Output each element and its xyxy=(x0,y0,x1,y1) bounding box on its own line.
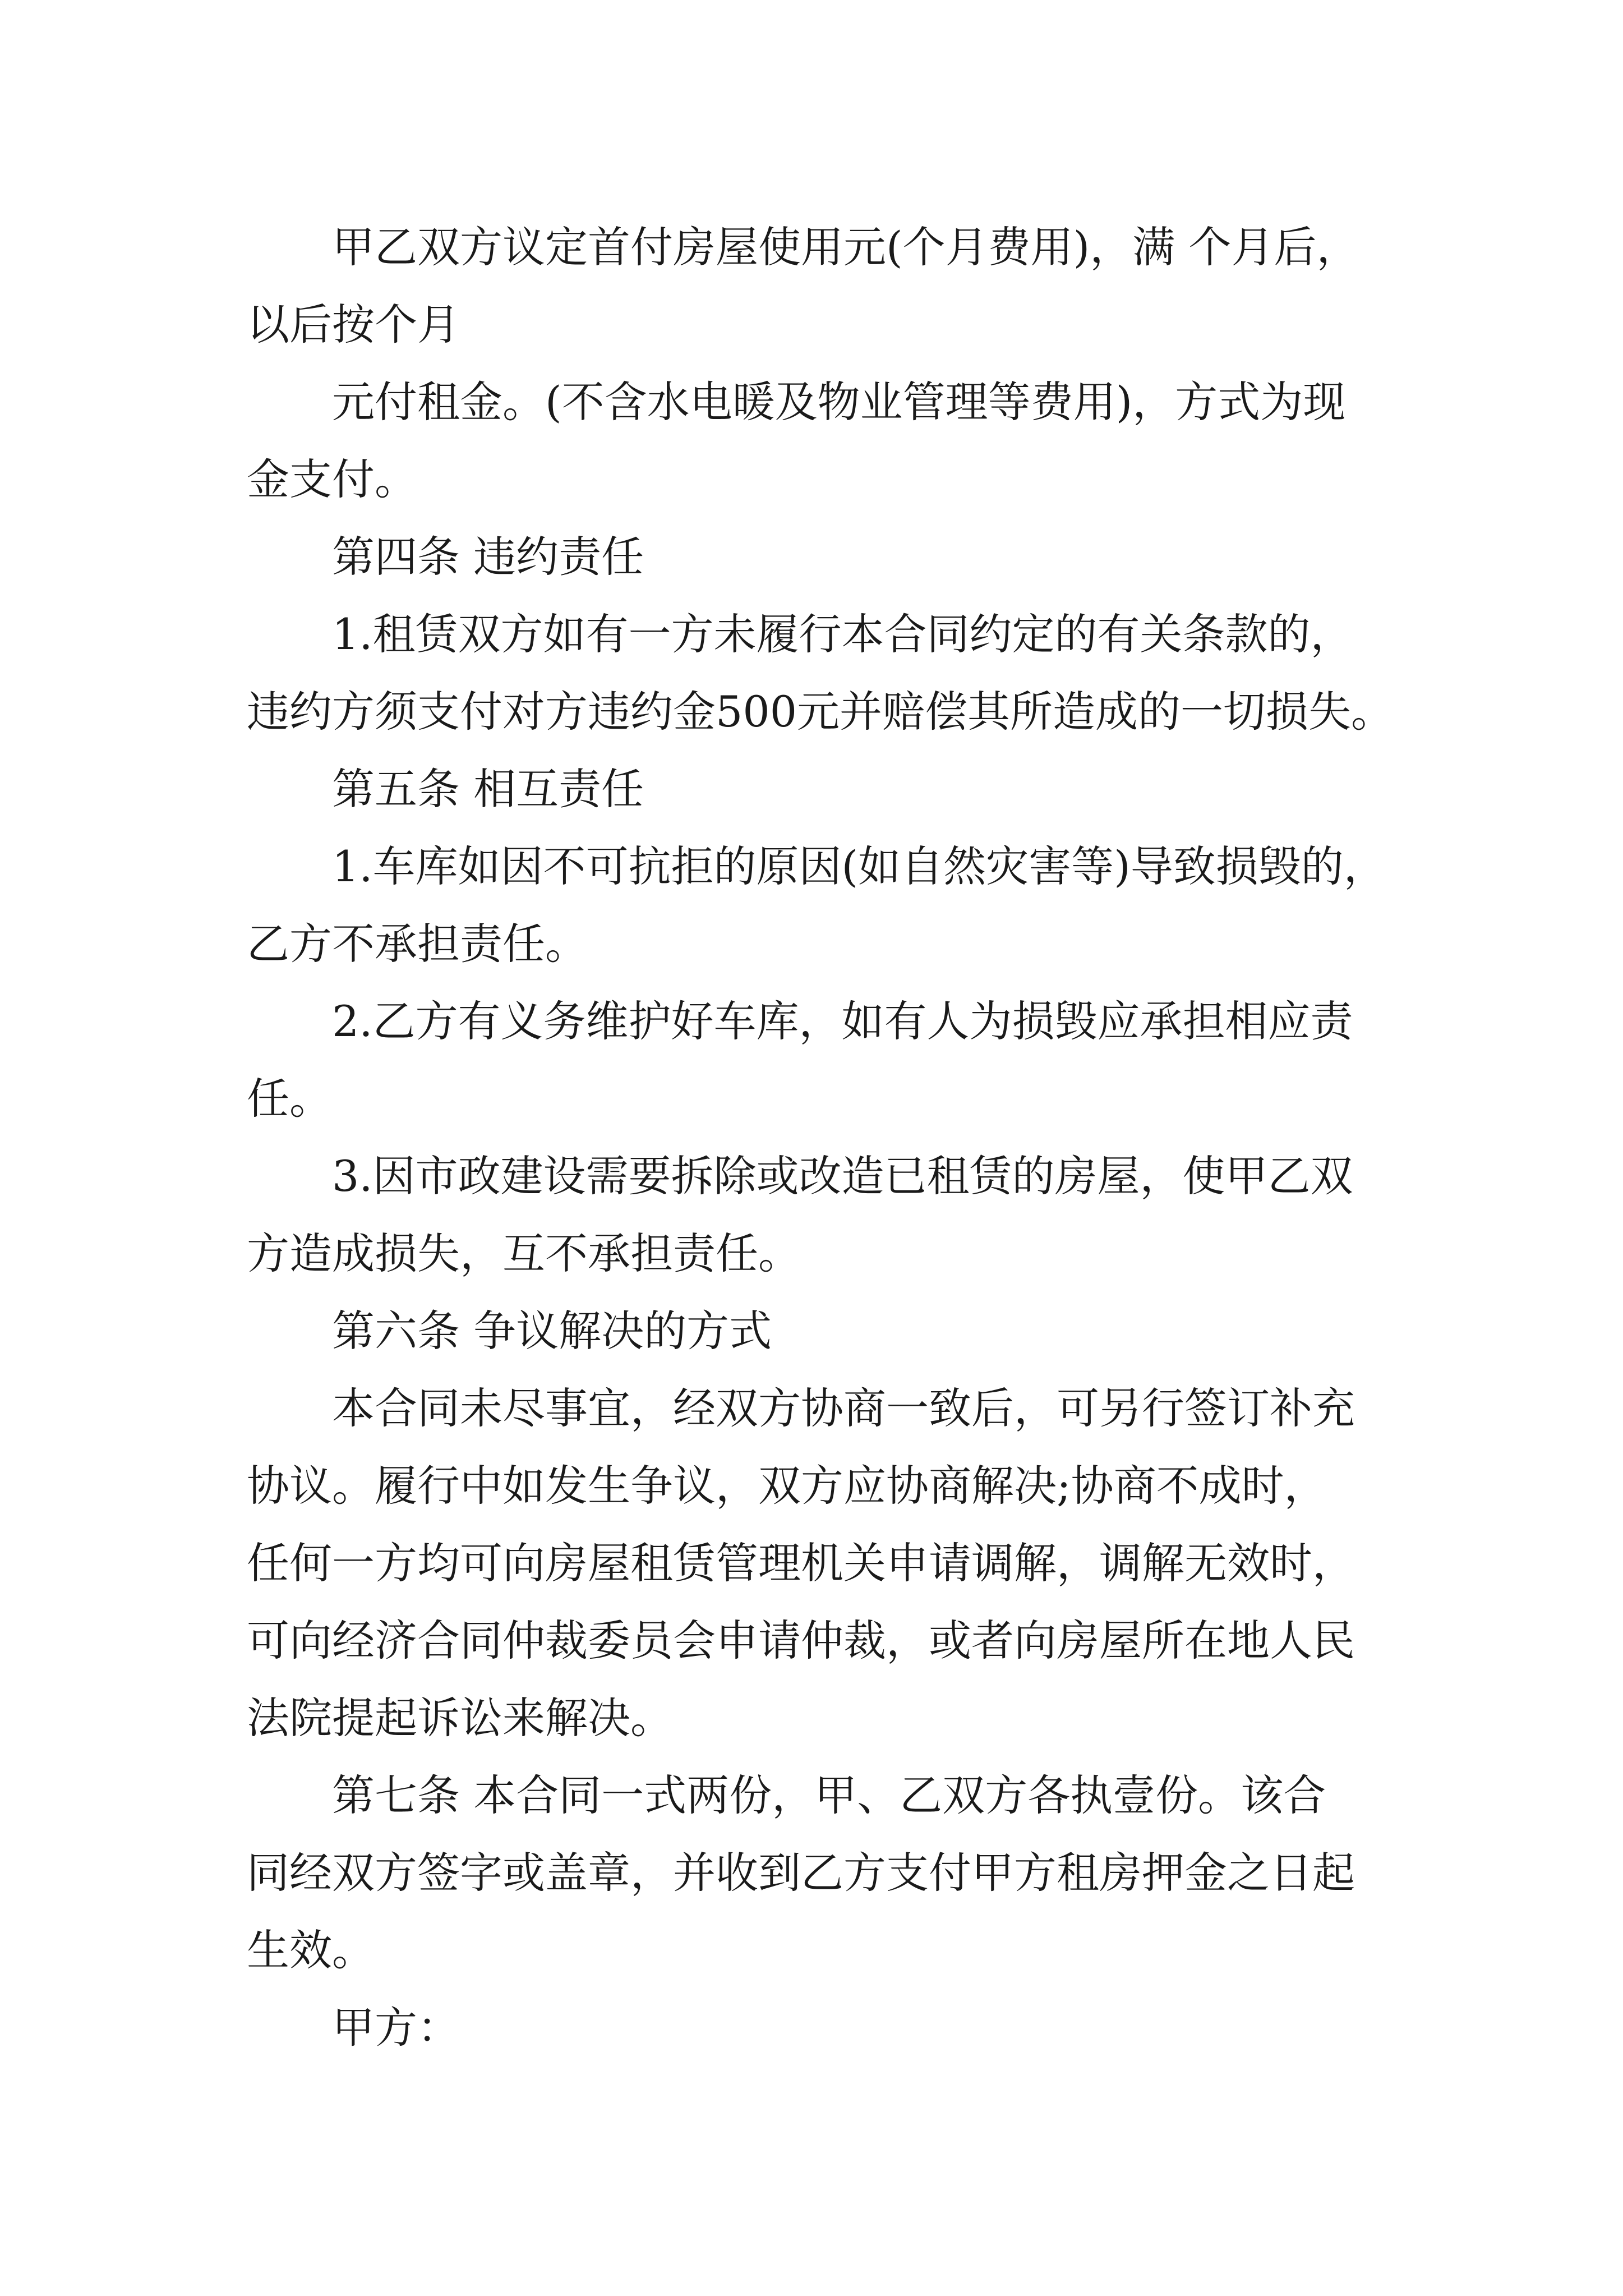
text-line: 方造成损失，互不承担责任。 xyxy=(247,1228,801,1278)
section-heading: 第五条 相互责任 xyxy=(332,764,644,814)
text-line: 以后按个月 xyxy=(247,300,460,349)
text-line: 元付租金。(不含水电暖及物业管理等费用)，方式为现 xyxy=(332,377,1346,427)
text-line: 任。 xyxy=(247,1074,332,1124)
text-line: 协议。履行中如发生争议，双方应协商解决;协商不成时， xyxy=(247,1461,1327,1511)
text-line: 生效。 xyxy=(247,1925,375,1975)
text-line: 乙方不承担责任。 xyxy=(247,919,588,969)
text-line: 金支付。 xyxy=(247,454,417,504)
section-heading: 第七条 本合同一式两份，甲、乙双方各执壹份。该合 xyxy=(332,1770,1326,1820)
signature-label: 甲方： xyxy=(332,2003,460,2053)
text-line: 法院提起诉讼来解决。 xyxy=(247,1693,673,1743)
text-line: 1.租赁双方如有一方未履行本合同约定的有关条款的， xyxy=(332,609,1353,659)
text-line: 2.乙方有义务维护好车库，如有人为损毁应承担相应责 xyxy=(332,996,1353,1046)
text-line: 1.车库如因不可抗拒的原因(如自然灾害等)导致损毁的， xyxy=(332,841,1386,891)
text-line: 违约方须支付对方违约金500元并赔偿其所造成的一切损失。 xyxy=(247,687,1394,737)
section-heading: 第四条 违约责任 xyxy=(332,532,644,582)
text-line: 任何一方均可向房屋租赁管理机关申请调解，调解无效时， xyxy=(247,1538,1355,1588)
text-line: 甲乙双方议定首付房屋使用元(个月费用)，满 个月后， xyxy=(332,222,1359,272)
section-heading: 第六条 争议解决的方式 xyxy=(332,1306,772,1356)
text-line: 3.因市政建设需要拆除或改造已租赁的房屋，使甲乙双 xyxy=(332,1151,1353,1201)
contract-text xyxy=(247,209,1394,2067)
text-line: 同经双方签字或盖章，并收到乙方支付甲方租房押金之日起 xyxy=(247,1848,1355,1898)
text-line: 本合同未尽事宜，经双方协商一致后，可另行签订补充 xyxy=(332,1383,1355,1433)
text-line: 可向经济合同仲裁委员会申请仲裁，或者向房屋所在地人民 xyxy=(247,1616,1355,1665)
